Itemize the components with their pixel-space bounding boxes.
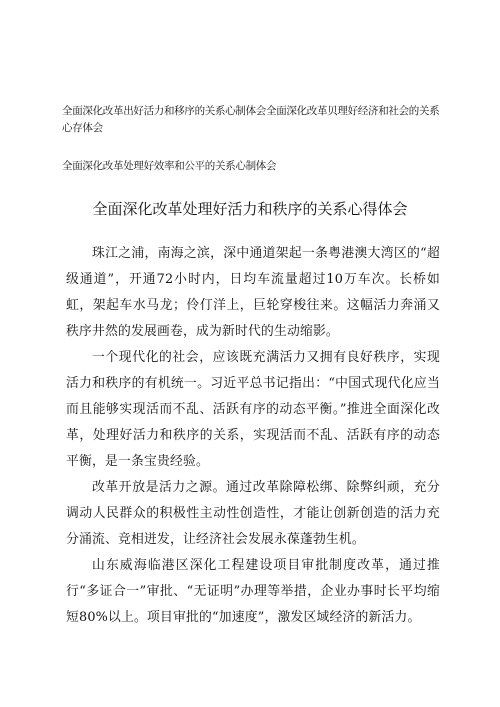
header-title-2: 全面深化改革处理好效率和公平的关系心制体会 [62,160,277,172]
paragraph: 山东威海临港区深化工程建设项目审批制度改革，通过推行“多证合一”审批、“无证明”办理等举措，企业办事时长平均缩短80%以上。项目审批的“加速度”，激发区域经济的新活力。 [66,558,440,625]
header-title-1: 全面深化改革出好活力和移序的关系心制体会全面深化改革贝理好经济和社会的关系心存体会 [62,105,440,134]
paragraph: 珠江之浦，南海之滨，深中通道架起一条粤港澳大湾区的“超级通道”，开通72小时内，日均车流量超过10万车次。长桥如虹，架起车水马龙；伶仃洋上，巨轮穿梭往来。这幅活力奔涌又秩序井然的发展画卷，成为新时代的生动缩影。 [66,246,440,339]
paragraph: 一个现代化的社会，应该既充满活力又拥有良好秩序，实现活力和秩序的有机统一。习近平总书记指出：“中国式现代化应当而且能够实现活而不乱、活跃有序的动态平衡。”推进全面深化改革，处理好活力和秩序的关系，实现活而不乱、活跃有序的动态平衡，是一条宝贵经验。 [66,350,440,469]
document-title: 全面深化改革处理好活力和秩序的关系心得体会 [92,200,408,218]
paragraph: 改革开放是活力之源。通过改革除障松绑、除弊纠顽，充分调动人民群众的积极性主动性创造性，才能让创新创造的活力充分涌流、竞相迸发，让经济社会发展永葆蓬勃生机。 [66,480,440,547]
document-body [66,241,440,631]
